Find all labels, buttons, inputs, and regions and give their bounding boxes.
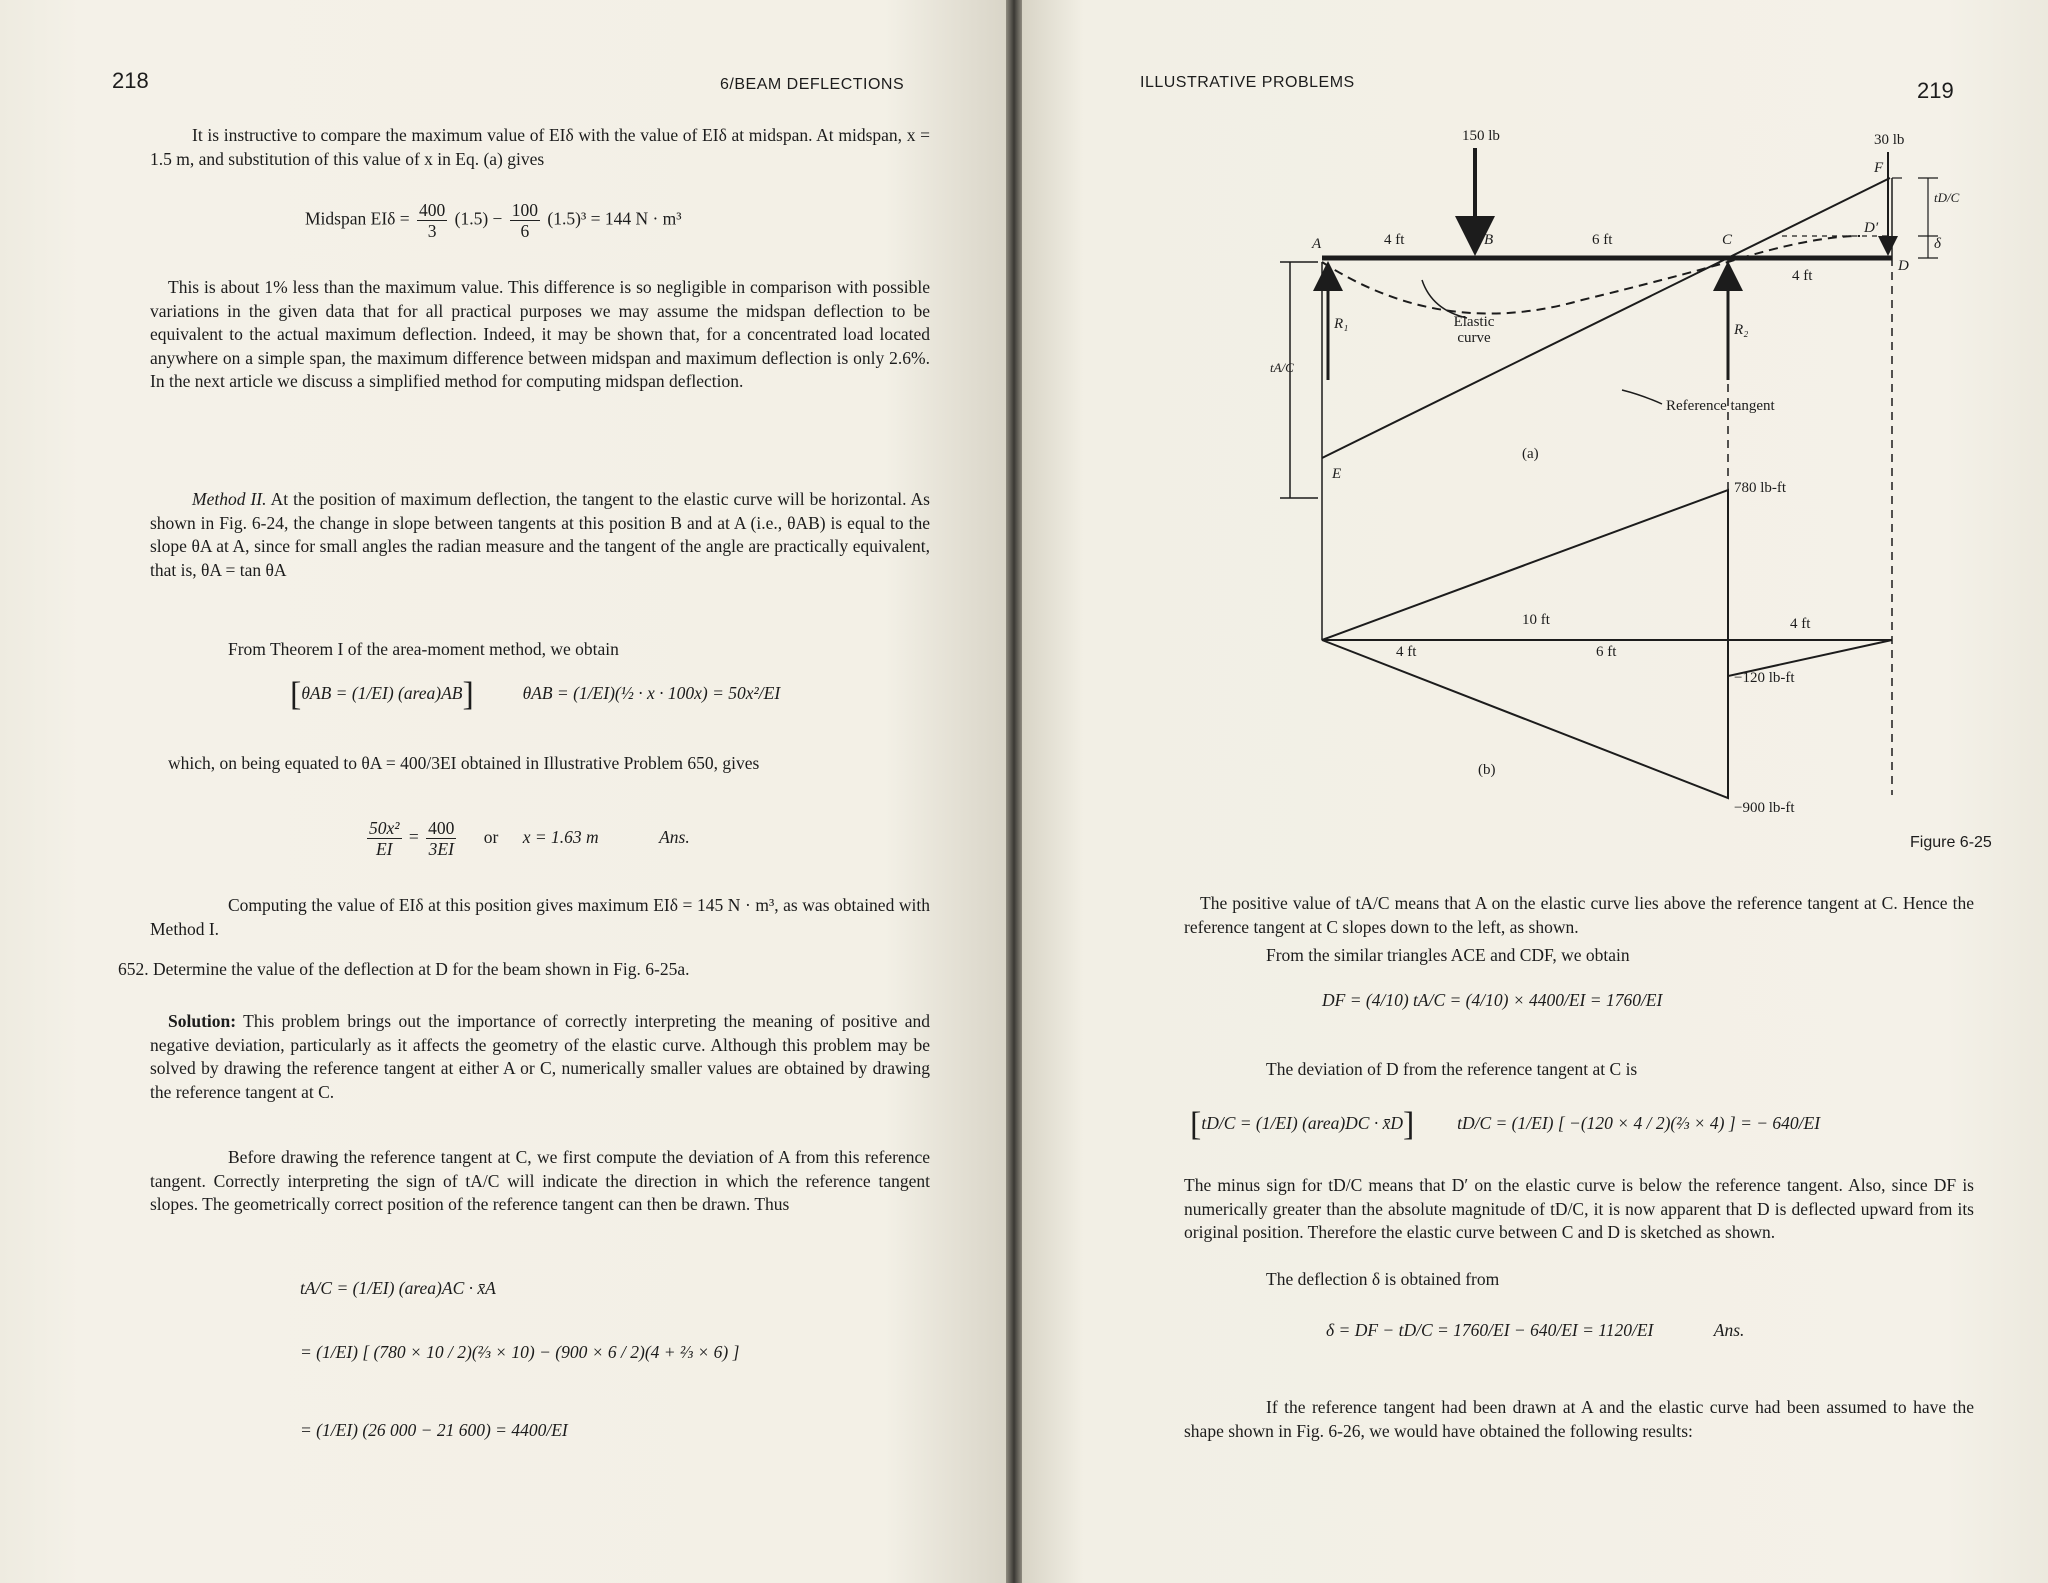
point-E-label: E (1332, 466, 1342, 482)
load-label-30: 30 lb (1874, 132, 1905, 148)
paragraph: Before drawing the reference tangent at C, we first compute the deviation of A from this reference tangent. Correctly interpreting the sign of tA/C will indicate the direction in which the reference tangent slopes. The geometrically correct position of the reference tangent can then be drawn. Thus (150, 1147, 930, 1214)
point-F-label: F (1874, 160, 1884, 176)
paragraph: The deflection δ is obtained from (1266, 1269, 1500, 1289)
equation-tAC-1: tA/C = (1/EI) (area)AC · x̄A (300, 1278, 496, 1298)
problem-statement: 652. Determine the value of the deflection at D for the beam shown in Fig. 6-25a. (118, 959, 690, 979)
page-number: 219 (1917, 78, 1954, 103)
running-head: ILLUSTRATIVE PROBLEMS (1140, 74, 1355, 91)
dim-CD: 4 ft (1792, 268, 1813, 284)
page-number: 218 (112, 68, 149, 93)
delta-label: δ (1934, 236, 1941, 252)
paragraph-method-ii: Method II. At the position of maximum deflection, the tangent to the elastic curve will be horizontal. As shown in Fig. 6-24, the change in slope between tangents at this position B and at A (i.e., θAB) is equal to the slope θA at A, since for small angles the radian measure and the tangent of the angle are practically equivalent, that is, θA = tan θA (150, 489, 930, 580)
figure-label-a: (a) (1522, 446, 1539, 462)
load-label-150: 150 lb (1462, 128, 1500, 144)
equation-theta: [θAB = (1/EI) (area)AB] θAB = (1/EI)(½ · x · 100x) = 50x²/EI (290, 676, 781, 713)
paragraph: which, on being equated to θA = 400/3EI obtained in Illustrative Problem 650, gives (168, 753, 760, 773)
elastic-curve-label: Elastic curve (1453, 314, 1495, 346)
paragraph: The minus sign for tD/C means that D′ on the elastic curve is below the reference tangent. Also, since DF is numerically greater than the absolute magnitude of tD/C, it is now apparent that D is deflected upward from its original position. Therefore the elastic curve between C and D is sketched as shown. (1184, 1175, 1974, 1242)
paragraph: It is instructive to compare the maximum value of EIδ with the value of EIδ at midspan. At midspan, x = 1.5 m, and substitution of this value of x in Eq. (a) gives (150, 125, 930, 169)
solution-label: Solution: (168, 1011, 237, 1031)
figure-caption: Figure 6-25 (1910, 834, 1992, 851)
R2-label: R₂ (1734, 322, 1749, 338)
paragraph: The positive value of tA/C means that A on the elastic curve lies above the reference tangent at C. Hence the reference tangent at C slopes down to the left, as shown. (1184, 893, 1974, 937)
point-Dprime-label: D′ (1864, 220, 1879, 236)
equation-DF: DF = (4/10) tA/C = (4/10) × 4400/EI = 1760/EI (1322, 990, 1663, 1010)
moment-900-label: −900 lb-ft (1734, 800, 1795, 816)
problem-number: 652. (118, 959, 149, 979)
method-title: Method II. (192, 489, 267, 509)
dim-4ft-overhang: 4 ft (1790, 616, 1811, 632)
dim-6ft: 6 ft (1596, 644, 1617, 660)
reference-tangent-leader (1622, 390, 1662, 404)
point-A-label: A (1312, 236, 1322, 252)
equation-tAC-2: = (1/EI) [ (780 × 10 / 2)(⅔ × 10) − (900 × 6 / 2)(4 + ⅔ × 6) ] (300, 1342, 740, 1362)
paragraph: The deviation of D from the reference tangent at C is (1266, 1059, 1638, 1079)
dim-4ft: 4 ft (1396, 644, 1417, 660)
paragraph: From Theorem I of the area-moment method, we obtain (228, 639, 619, 659)
dim-AB: 4 ft (1384, 232, 1405, 248)
point-C-label: C (1722, 232, 1733, 248)
paragraph: This is about 1% less than the maximum value. This difference is so negligible in comparison with possible variations in the given data that for all practical purposes we may assume the midspan deflection to be equivalent to the actual maximum deflection. Indeed, it may be shown that, for a concentrated load located anywhere on a simple span, the maximum difference between midspan and maximum deflection is only 2.6%. In the next article we discuss a simplified method for computing midspan deflection. (150, 277, 930, 391)
moment-780-label: 780 lb-ft (1734, 480, 1787, 496)
paragraph: From the similar triangles ACE and CDF, we obtain (1266, 945, 1630, 965)
moment-120-label: −120 lb-ft (1734, 670, 1795, 686)
equation-tAC-3: = (1/EI) (26 000 − 21 600) = 4400/EI (300, 1420, 568, 1440)
reference-tangent-label: Reference tangent (1666, 398, 1775, 414)
point-D-label: D (1898, 258, 1909, 274)
book-gutter (1006, 0, 1022, 1583)
tAC-label: tA/C (1270, 360, 1294, 375)
solution-paragraph: Solution: This problem brings out the importance of correctly interpreting the meaning of positive and negative deviation, particularly as it affects the geometry of the elastic curve. Although this problem may be solved by drawing the reference tangent at either A or C, numerically smaller values are obtained by drawing the reference tangent at C. (150, 1011, 930, 1102)
figure-label-b: (b) (1478, 762, 1496, 778)
dim-10ft: 10 ft (1522, 612, 1550, 628)
equation-tDC: [tD/C = (1/EI) (area)DC · x̄D] tD/C = (1/EI) [ −(120 × 4 / 2)(⅔ × 4) ] = − 640/EI (1190, 1106, 1821, 1143)
left-page (0, 0, 1006, 1583)
moment-triangle-negative (1322, 640, 1892, 798)
equation-x: $\frac{\text{50x²}}{EI}$ = $\frac{400}{3EI}$ or x = 1.63 m Ans. (369, 818, 690, 859)
elastic-curve-leader (1422, 280, 1467, 318)
running-head: 6/BEAM DEFLECTIONS (720, 76, 905, 93)
paragraph: Computing the value of EIδ at this position gives maximum EIδ = 145 N · m³, as was obtained with Method I. (150, 895, 930, 939)
equation-midspan: Midspan EIδ = $\frac{400}{3}$ (1.5) − $\frac{100}{6}$ (1.5)³ = 144 N · m³ (305, 200, 682, 241)
point-B-label: B (1484, 232, 1494, 248)
R1-label: R₁ (1334, 316, 1349, 332)
dim-BC: 6 ft (1592, 232, 1613, 248)
paragraph: If the reference tangent had been drawn at A and the elastic curve had been assumed to have the shape shown in Fig. 6-26, we would have obtained the following results: (1184, 1397, 1974, 1441)
tDC-label: tD/C (1934, 190, 1960, 205)
reference-tangent (1322, 178, 1890, 458)
equation-delta: δ = DF − tD/C = 1760/EI − 640/EI = 1120/EI Ans. (1326, 1320, 1745, 1340)
right-page (1022, 0, 2048, 1583)
